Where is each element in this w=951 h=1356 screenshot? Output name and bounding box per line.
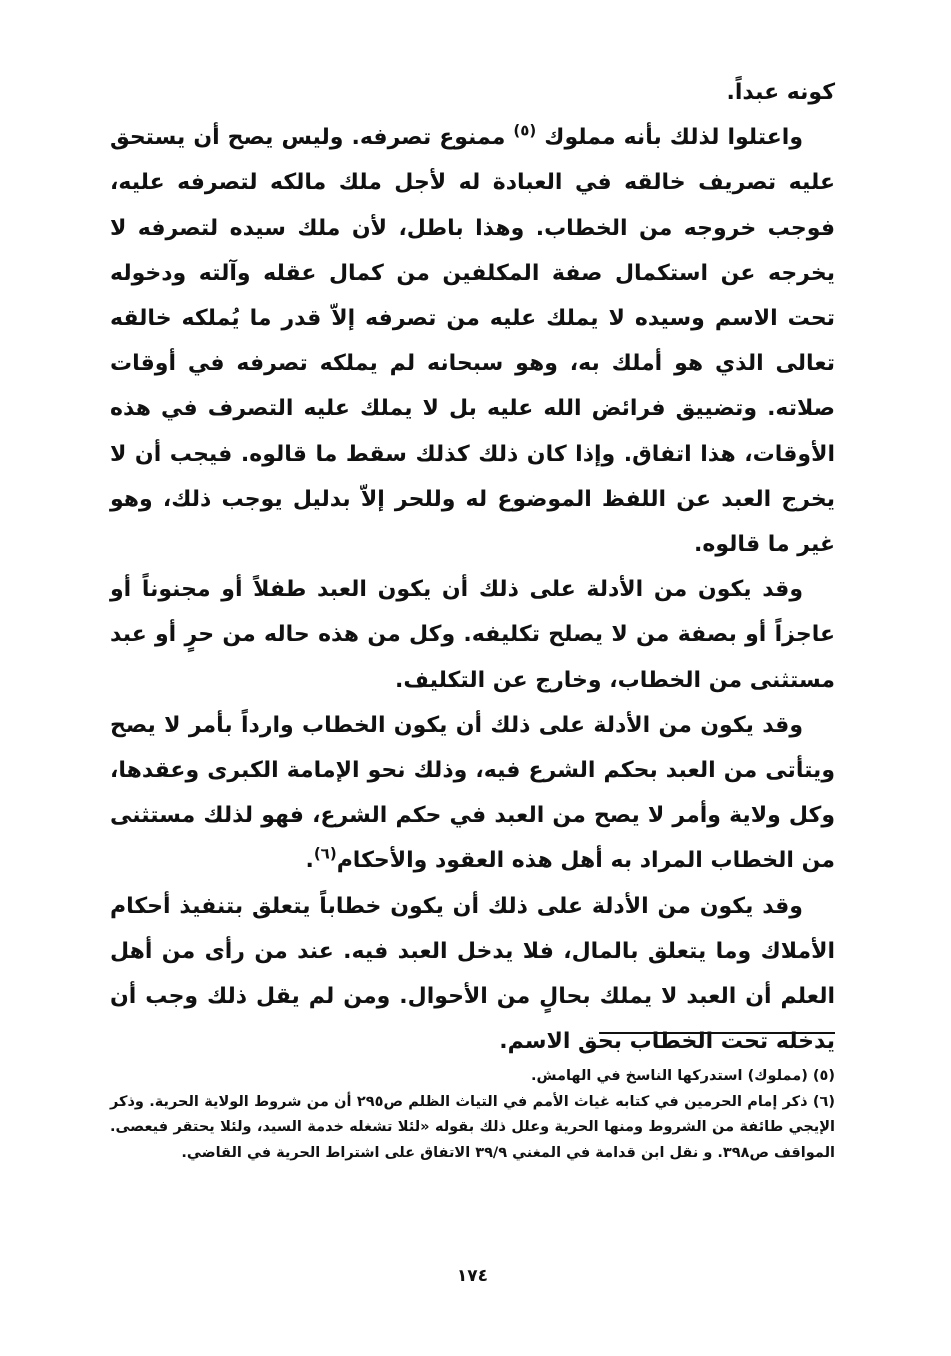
main-text <box>110 70 835 1064</box>
footnotes <box>110 1064 835 1166</box>
paragraph-4-start: وقد يكون من الأدلة على ذلك أن يكون الخطاب وارداً بأمر لا يصح ويتأتى من العبد بحكم الشرع فيه، وذلك نحو الإمامة الكبرى وعقدها، وكل ولاية وأمر لا يصح من العبد في حكم الشرع، فهو لذلك مستثنى من الخطاب المراد به أهل هذه العقود والأحكام <box>110 712 835 874</box>
paragraph-2 <box>110 115 835 567</box>
paragraph-2-start: واعتلوا لذلك بأنه مملوك <box>544 125 803 151</box>
footnote-marker-5: (٥) <box>513 121 537 140</box>
paragraph-4 <box>110 703 835 884</box>
paragraph-1: كونه عبداً. <box>726 80 835 105</box>
page-number: ١٧٤ <box>456 1266 489 1286</box>
document-page <box>110 70 835 1356</box>
footnote-marker-6: (٦) <box>313 845 337 864</box>
paragraph-4-end: . <box>305 848 314 874</box>
footnote-6: (٦) ذكر إمام الحرمين في كتابه غياث الأمم في التياث الظلم ص٢٩٥ أن من شروط الولاية الحرية. وذكر الإيجي طائفة من الشروط ومنها الحرية وعلل ذلك بقوله «لئلا تشغله خدمة السيد، ولئلا يحتقر فيعصى. المواقف ص٣٩٨. و نقل ابن قدامة في المغني ٣٩/٩ الاتفاق على اشتراط الحرية في القاضي. <box>110 1093 836 1161</box>
footnote-separator <box>599 1032 835 1034</box>
paragraph-2-rest: ممنوع تصرفه. وليس يصح أن يستحق عليه تصريف خالقه في العبادة له لأجل ملك مالكه لتصرفه عليه، فوجب خروجه من الخطاب. وهذا باطل، لأن ملك سيده لتصرفه لا يخرجه عن استكمال صفة المكلفين من كمال عقله وآلته ودخوله تحت الاسم وسيده لا يملك عليه من تصرفه إلاّ قدر ما يُملكه خالقه تعالى الذي هو أملك به، وهو سبحانه لم يملكه تصرفه في أوقات صلاته. وتضييق فرائض الله عليه بل لا يملك عليه التصرف في هذه الأوقات، هذا اتفاق. وإذا كان ذلك كذلك سقط ما قالوه. فيجب أن لا يخرج العبد عن اللفظ الموضوع له وللحر إلاّ بدليل يوجب ذلك، وهو غير ما قالوه. <box>110 125 835 558</box>
footnote-5: (٥) (مملوك) استدركها الناسخ في الهامش. <box>530 1068 835 1084</box>
paragraph-3: وقد يكون من الأدلة على ذلك أن يكون العبد طفلاً أو مجنوناً أو عاجزاً أو بصفة من لا يصلح تكليفه. وكل من هذه حاله من حرٍ أو عبد مستثنى من الخطاب، وخارج عن التكليف. <box>110 577 835 693</box>
paragraph-5: وقد يكون من الأدلة على ذلك أن يكون خطاباً يتعلق بتنفيذ أحكام الأملاك وما يتعلق بالمال، فلا يدخل العبد فيه. عند من رأى من أهل العلم أن العبد لا يملك بحالٍ من الأحوال. ومن لم يقل ذلك وجب أن يدخله تحت الخطاب بحق الاسم. <box>110 893 835 1055</box>
